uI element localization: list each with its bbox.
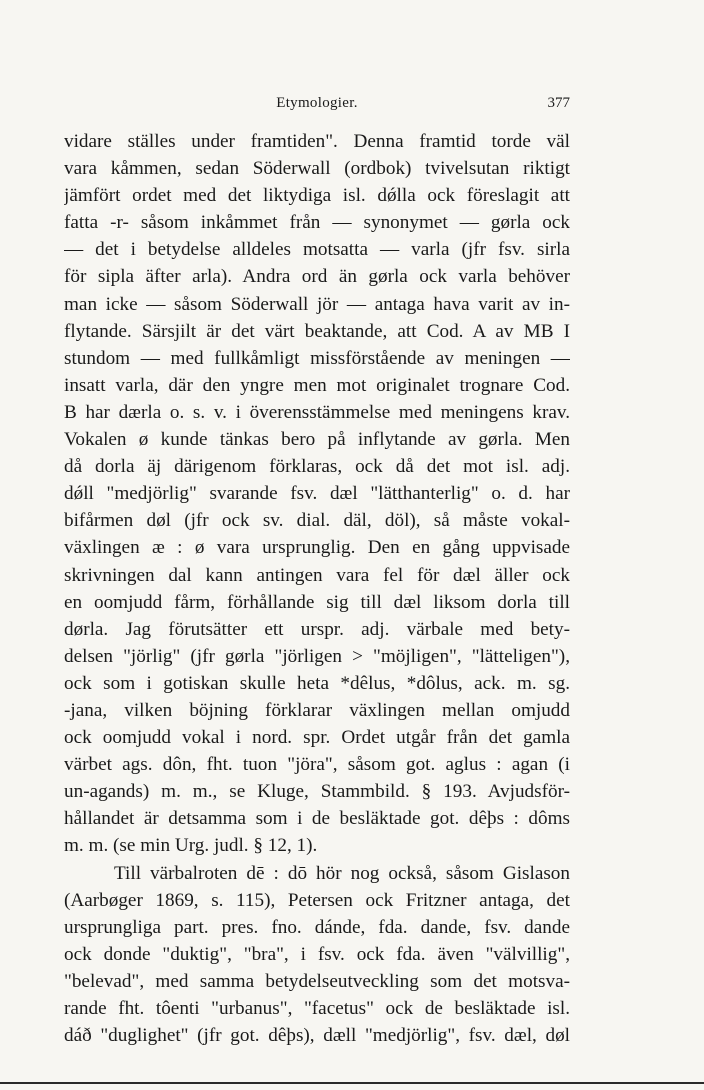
text-line: ock oomjudd vokal i nord. spr. Ordet utgår från det gamla — [64, 727, 570, 749]
text-line: då dorla äj därigenom förklaras, ock då det mot isl. adj. — [64, 456, 570, 478]
text-line: för sipla äfter arla). Andra ord än gørla ock varla behöver — [64, 266, 570, 288]
text-line: un-agands) m. m., se Kluge, Stammbild. § 193. Avjudsför- — [64, 781, 570, 803]
text-line: m. m. (se min Urg. judl. § 12, 1). — [64, 835, 318, 857]
text-line: Till värbalroten dē : dō hör nog också, såsom Gislason — [114, 862, 570, 884]
text-line: växlingen æ : ø vara ursprunglig. Den en gång uppvisade — [64, 537, 570, 559]
text-line: fatta -r- såsom inkåmmet från — synonymet — gørla ock — [64, 212, 570, 234]
text-line: -jana, vilken böjning förklarar växlingen mellan omjudd — [64, 699, 570, 721]
text-line: bifårmen døl (jfr ock sv. dial. däl, döl), så måste vokal- — [64, 510, 570, 532]
text-line: (Aarbøger 1869, s. 115), Petersen ock Fritzner antaga, det — [64, 889, 570, 911]
page-number: 377 — [547, 95, 570, 111]
text-line: jämfört ordet med det liktydiga isl. dǿlla ock föreslagit att — [64, 185, 570, 207]
scan-edge-line — [0, 1082, 704, 1084]
text-line: värbet ags. dôn, fht. tuon "jöra", såsom got. aglus : agan (i — [64, 754, 570, 776]
running-title: Etymologier. — [276, 95, 358, 111]
text-line: dáð "duglighet" (jfr got. dêþs), dæll "medjörlig", fsv. dæl, døl — [64, 1025, 570, 1047]
text-line: vidare ställes under framtiden". Denna framtid torde väl — [64, 131, 570, 152]
text-line: Vokalen ø kunde tänkas bero på inflytande av gørla. Men — [64, 429, 570, 451]
text-line: stundom — med fullkåmligt missförstående av meningen — — [64, 347, 570, 369]
text-line: flytande. Särsjilt är det värt beaktande, att Cod. A av MB I — [64, 320, 570, 342]
text-line: rande fht. tôenti "urbanus", "facetus" ock de besläktade isl. — [64, 998, 570, 1019]
text-line: vara kåmmen, sedan Söderwall (ordbok) tvivelsutan riktigt — [64, 158, 570, 180]
text-line: hållandet är detsamma som i de besläktade got. dêþs : dôms — [64, 808, 570, 830]
text-line: ock donde "duktig", "bra", i fsv. ock fda. även "välvillig", — [64, 943, 570, 965]
text-line: B har dærla o. s. v. i överensstämmelse med meningens krav. — [64, 401, 570, 423]
text-line: delsen "jörlig" (jfr gørla "jörligen > "möjligen", "lätteligen"), — [64, 645, 570, 667]
text-line: ursprungliga part. pres. fno. dánde, fda. dande, fsv. dande — [64, 916, 570, 938]
text-line: — det i betydelse alldeles motsatta — varla (jfr fsv. sirla — [64, 239, 570, 261]
text-line: man icke — såsom Söderwall jör — antaga hava varit av in- — [64, 293, 570, 315]
text-line: dǿll "medjörlig" svarande fsv. dæl "lätthanterlig" o. d. har — [64, 483, 570, 505]
text-line: en oomjudd fårm, förhållande sig till dæl liksom dorla till — [64, 591, 570, 613]
text-line: ock som i gotiskan skulle heta *dêlus, *dôlus, ack. m. sg. — [64, 672, 570, 694]
body-text — [64, 128, 570, 1049]
text-line: skrivningen dal kann antingen vara fel för dæl äller ock — [64, 564, 570, 586]
text-line: "belevad", med samma betydelseutveckling som det motsva- — [64, 970, 570, 992]
text-line: dørla. Jag förutsätter ett urspr. adj. värbale med bety- — [64, 618, 570, 640]
page-header — [64, 95, 570, 119]
text-line: insatt varla, där den yngre men mot originalet trognare Cod. — [64, 374, 570, 396]
